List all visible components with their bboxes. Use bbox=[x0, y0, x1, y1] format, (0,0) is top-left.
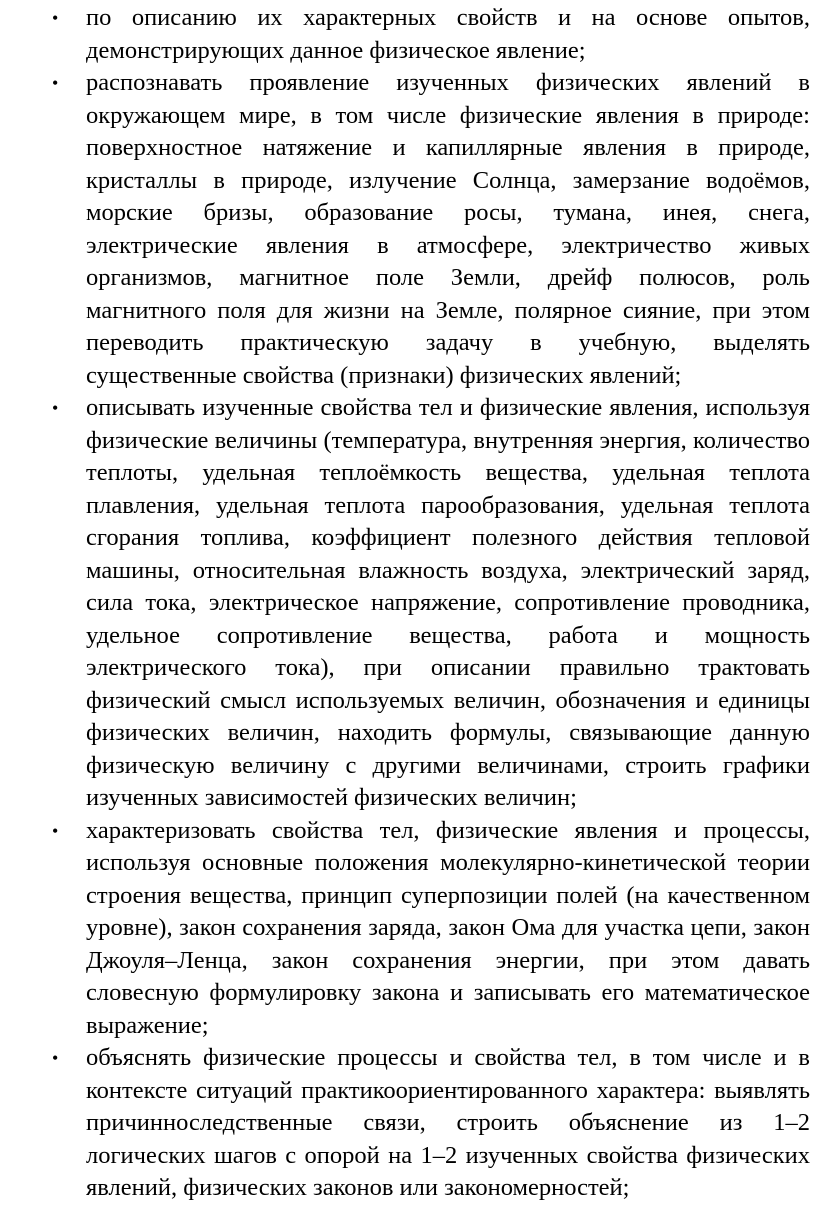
list-item bbox=[0, 2, 810, 67]
list-item bbox=[0, 392, 810, 815]
bullet-icon: • bbox=[52, 73, 59, 93]
bullet-icon: • bbox=[52, 820, 59, 841]
list-item-text: распознавать проявление изученных физических явлений в окружающем мире, в том числе физические явления в природе: поверхностное натяжение и капиллярные явления в природе, кристаллы в природе, излучение Солнца, замерзание водоёмов, морские бризы, образование росы, тумана, инея, снега, электрические явления в атмосфере, электричество живых организмов, магнитное поле Земли, дрейф полюсов, роль магнитного поля для жизни на Земле, полярное сияние, при этом переводить практическую задачу в учебную, выделять существенные свойства (признаки) физических явлений; bbox=[86, 69, 810, 389]
list-item bbox=[0, 1042, 810, 1205]
bullet-icon: • bbox=[52, 1048, 59, 1068]
bullet-list bbox=[0, 2, 810, 1205]
list-item-text: описывать изученные свойства тел и физические явления, используя физические величины (температура, внутренняя энергия, количество теплоты, удельная теплоёмкость вещества, удельная теплота плавления, удельная теплота парообразования, удельная теплота сгорания топлива, коэффициент полезного действия тепловой машины, относительная влажность воздуха, электрический заряд, сила тока, электрическое напряжение, сопротивление проводника, удельное сопротивление вещества, работа и мощность электрического тока), при описании правильно трактовать физический смысл используемых величин, обозначения и единицы физических величин, находить формулы, связывающие данную физическую величину с другими величинами, строить графики изученных зависимостей физических величин; bbox=[86, 394, 810, 811]
list-item-text: по описанию их характерных свойств и на основе опытов, демонстрирующих данное физическое явление; bbox=[86, 4, 810, 64]
list-item bbox=[0, 67, 810, 392]
list-item-text: характеризовать свойства тел, физические явления и процессы, используя основные положения молекулярно-кинетической теории строения вещества, принцип суперпозиции полей (на качественном уровне), закон сохранения заряда, закон Ома для участка цепи, закон Джоуля–Ленца, закон сохранения энергии, при этом давать словесную формулировку закона и записывать его математическое выражение; bbox=[86, 816, 810, 1039]
list-item bbox=[0, 815, 810, 1043]
bullet-icon: • bbox=[52, 398, 59, 418]
list-item-text: объяснять физические процессы и свойства тел, в том числе и в контексте ситуаций практикоориентированного характера: выявлять причинноследственные связи, строить объяснение из 1–2 логических шагов с опорой на 1–2 изученных свойства физических явлений, физических законов или закономерностей; bbox=[86, 1044, 810, 1201]
bullet-icon: • bbox=[52, 8, 59, 28]
